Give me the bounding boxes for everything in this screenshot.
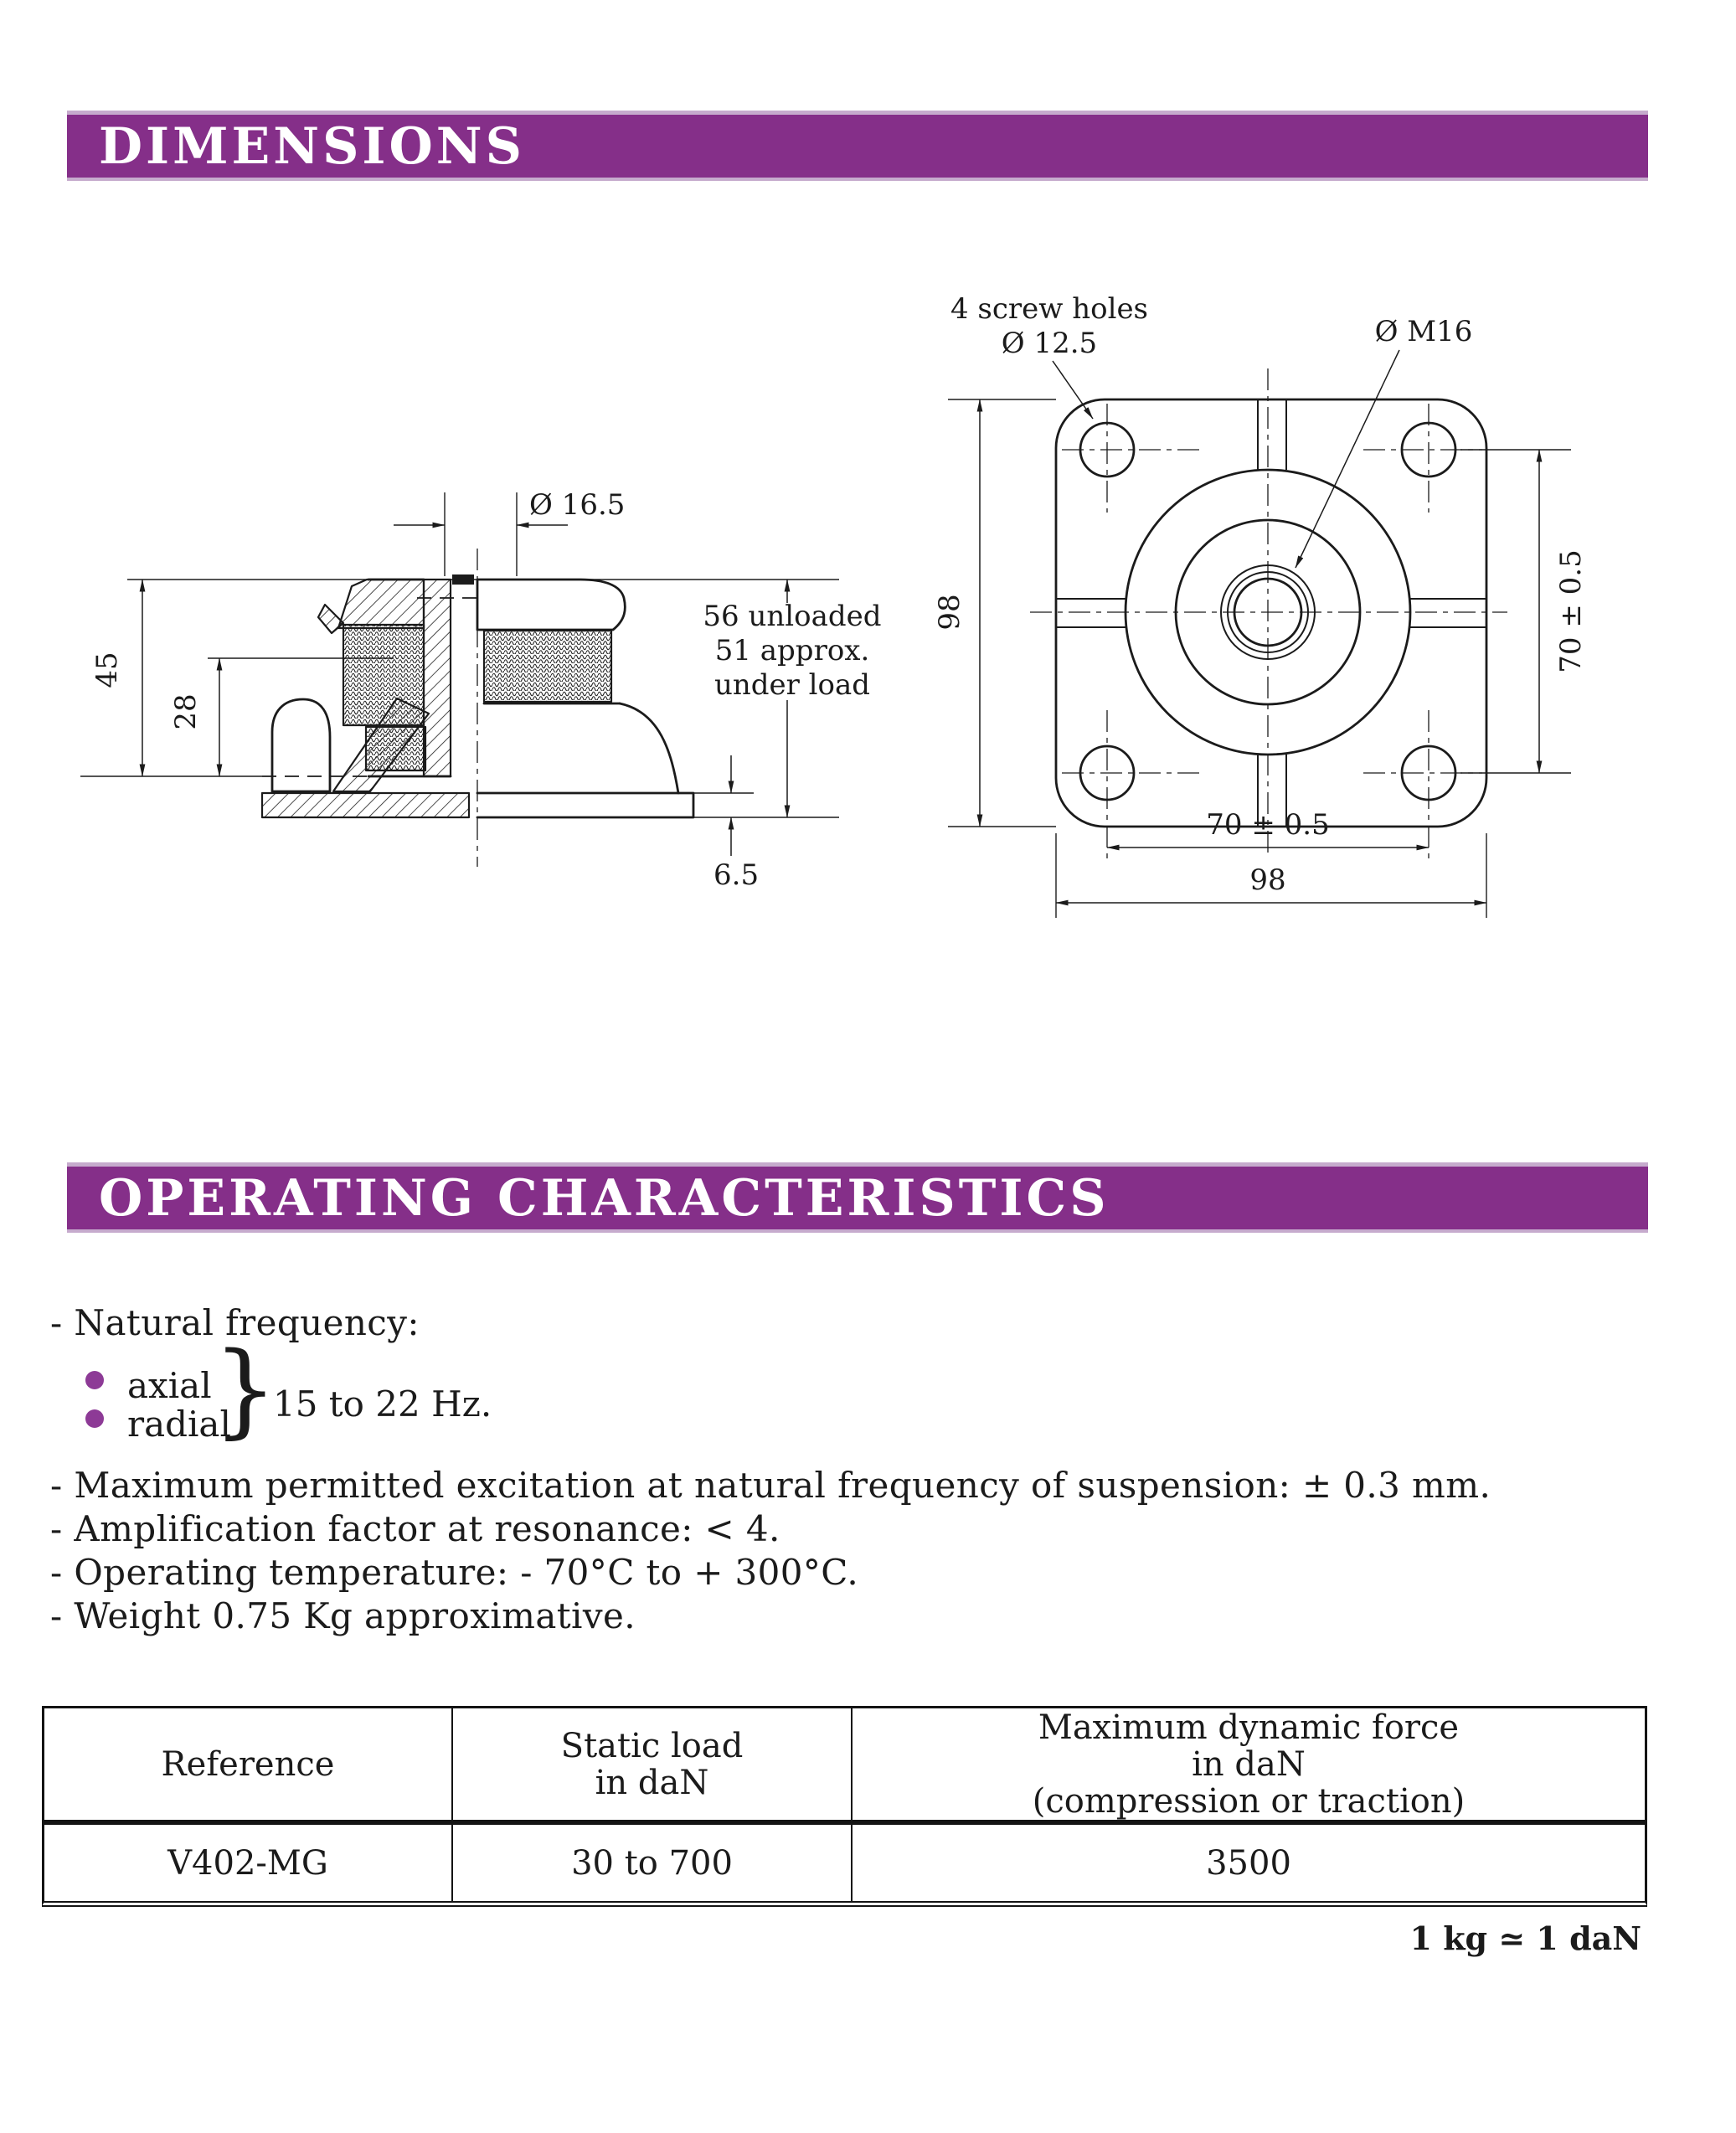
cell-dynamic-force (853, 1825, 1645, 1901)
top-plan-view (933, 292, 1588, 918)
cell-reference-text: V402-MG (167, 1843, 328, 1883)
header-dynamic-line3: (compression or traction) (1032, 1781, 1466, 1821)
header-dynamic-line2: in daN (1192, 1744, 1306, 1784)
dim-label-98-left: 98 (933, 594, 966, 631)
dim-label-28: 28 (169, 693, 203, 730)
free-height-label-2: 51 approx. (714, 634, 870, 667)
axial-radial-brace: } (213, 1330, 278, 1449)
base-flange-section (262, 793, 469, 817)
screw-holes-label-line2: Ø 12.5 (1001, 327, 1098, 360)
flange-plate-outline (1056, 399, 1486, 827)
dim-label-98-bottom: 98 (1249, 863, 1286, 897)
free-height-label-1: 56 unloaded (703, 600, 882, 633)
dim-label-70-right: 70 ± 0.5 (1554, 549, 1588, 673)
bell-outline (620, 703, 678, 793)
header-static-load (453, 1708, 853, 1825)
thread-label: Ø M16 (1374, 315, 1473, 348)
cap-exterior (477, 580, 625, 630)
max-excitation-line: - Maximum permitted excitation at natural frequency of suspension: ± 0.3 mm. (50, 1465, 1491, 1506)
cell-static-load (453, 1825, 853, 1901)
axial-label: axial (127, 1365, 212, 1406)
cell-static-load-text: 30 to 700 (571, 1843, 733, 1883)
header-dynamic-force (853, 1708, 1645, 1825)
screw-holes-label-line1: 4 screw holes (950, 292, 1149, 326)
temperature-line: - Operating temperature: - 70°C to + 300°C. (50, 1552, 859, 1593)
header-static-line2: in daN (595, 1763, 709, 1802)
radial-bullet-icon (85, 1409, 104, 1428)
cap-skirt-section (424, 580, 451, 776)
rubber-boot-section (272, 699, 330, 791)
operating-banner (67, 1162, 1648, 1233)
cell-dynamic-force-text: 3500 (1206, 1843, 1291, 1883)
dim-label-dia-16-5: Ø 16.5 (529, 488, 626, 522)
dimensions-title: DIMENSIONS (99, 116, 525, 176)
section-key-mark (452, 574, 474, 585)
side-section-view (80, 488, 882, 892)
amplification-line: - Amplification factor at resonance: < 4. (50, 1508, 780, 1549)
load-spec-table (42, 1706, 1647, 1907)
mesh-cushion-right (484, 631, 611, 702)
free-height-label-3: under load (713, 668, 871, 702)
cap-crown-section (338, 580, 424, 628)
base-plate-right (477, 793, 693, 817)
header-reference-text: Reference (161, 1744, 335, 1784)
unit-footnote: 1 kg ≃ 1 daN (1409, 1919, 1641, 1957)
header-static-line1: Static load (560, 1726, 744, 1765)
weight-line: - Weight 0.75 Kg approximative. (50, 1595, 636, 1636)
radial-label: radial (127, 1404, 231, 1445)
header-dynamic-line1: Maximum dynamic force (1038, 1708, 1460, 1747)
header-reference (44, 1708, 453, 1825)
dim-label-45: 45 (90, 652, 124, 688)
dim-label-6-5: 6.5 (713, 858, 760, 892)
frequency-range: 15 to 22 Hz. (273, 1383, 492, 1425)
cell-reference (44, 1825, 453, 1901)
natural-frequency-line: - Natural frequency: (50, 1302, 420, 1343)
operating-title: OPERATING CHARACTERISTICS (99, 1168, 1110, 1228)
dim-label-70-bottom: 70 ± 0.5 (1206, 808, 1330, 842)
thread-leader (1296, 350, 1399, 568)
axial-bullet-icon (85, 1371, 104, 1389)
